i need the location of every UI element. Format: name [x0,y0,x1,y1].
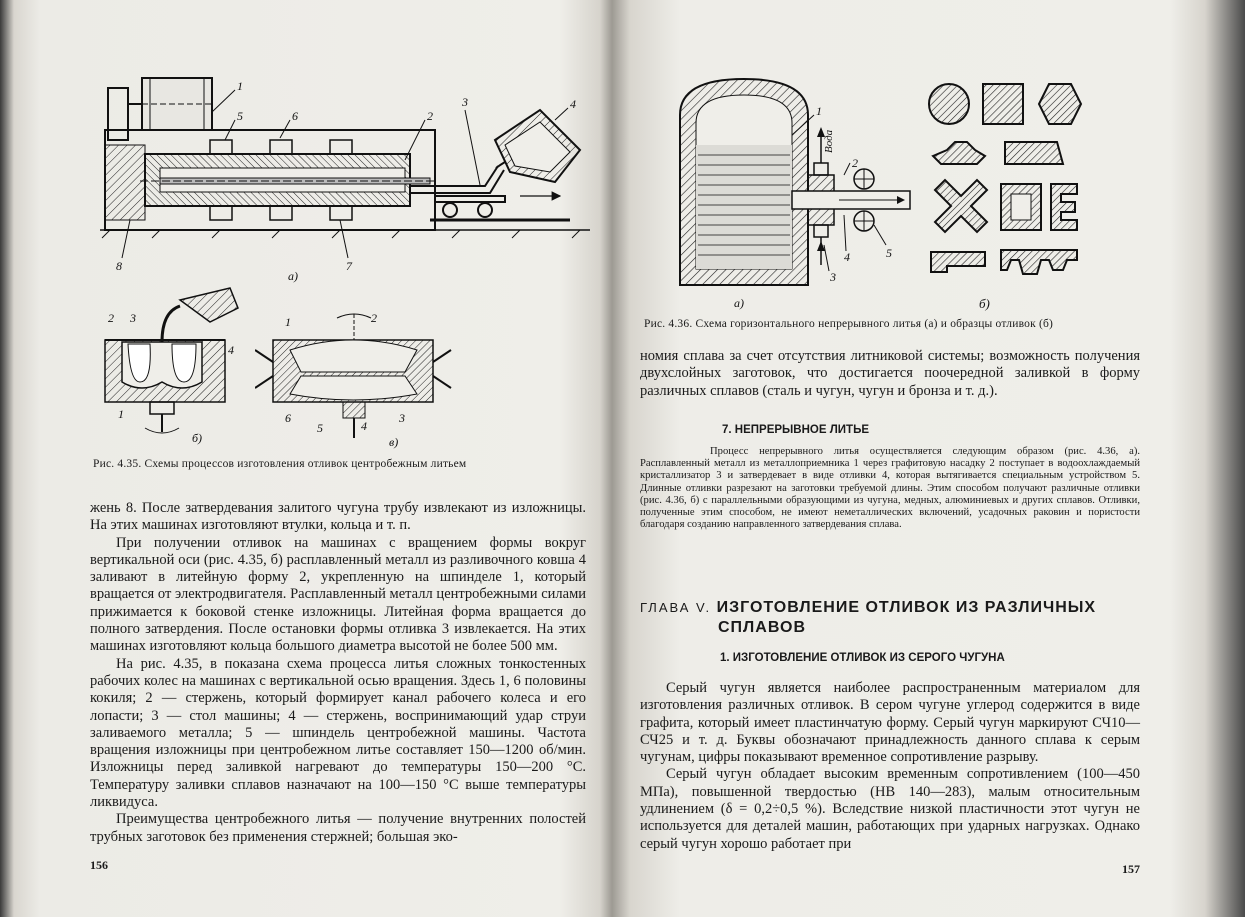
fig435a-label-8: 8 [116,259,122,273]
right-page [612,0,1245,917]
fig435a-label-1: 1 [237,79,243,93]
fig435a-sub: а) [288,269,298,283]
left-page-number: 156 [90,858,108,872]
fig435b-label-4: 4 [228,343,234,357]
fig435a-label-2: 2 [427,109,433,123]
right-paragraph-2: Серый чугун обладает высоким временным сопротивлением (100—450 МПа), повышенной твердостью (HB 140—283), малым относительным удлинением (δ = 0,2÷0,5 %). Вследствие низкой пластичности этот чугун не используется для деталей машин, работающих при ударных нагрузках. Однако серый чугун хорошо работает при [640,766,1140,852]
figure-4-36a [674,75,924,315]
fig436a-label-4: 4 [844,250,850,264]
section-1-title: 1. ИЗГОТОВЛЕНИЕ ОТЛИВОК ИЗ СЕРОГО ЧУГУНА [720,652,1005,664]
chapter-heading [640,599,1096,617]
fig436a-label-1: 1 [816,104,822,118]
right-body-text [640,680,1140,853]
left-paragraph-3: На рис. 4.35, в показана схема процесса литья сложных тонкостенных рабочих колес на машинах с вертикальной осью вращения. Здесь 1, 6 половины кокиля; 2 — стержень, который формирует канал рабочего колеса и его лопасти; 3 — стол машины; 4 — стержень, воспринимающий удар струи заливаемого металла; 5 — шпиндель центробежной машины. Частота вращения изложницы при центробежном литье составляет 150—1200 об/мин. Изложницы перед заливкой нагревают до температуры 150—200 °С. Температуру заливки сплавов назначают на 100—150 °С выше температуры ликвидуса. [90,655,586,811]
figure-4-36b [927,80,1097,312]
left-paragraph-2: При получении отливок на машинах с вращением формы вокруг вертикальной оси (рис. 4.35, б) расплавленный металл из разливочного ковша 4 заливают в литейную форму 2, укрепленную на шпинделе 1, который вращается от электродвигателя. Расплавленный металл центробежными силами прижимается к боковой стенке изложницы. Литейная форма вращается до полного затвердения. После остановки формы отливка 3 извлекается. На этих машинах изготовляют кольца большого диаметра высотой не более 500 мм. [90,534,586,655]
chapter-title-line-1: ИЗГОТОВЛЕНИЕ ОТЛИВОК ИЗ РАЗЛИЧНЫХ [716,599,1097,616]
fig435c-label-2: 2 [371,311,377,325]
figure-4-35a [100,70,600,285]
fig436b-sub: б) [979,296,990,311]
section-7-title: 7. НЕПРЕРЫВНОЕ ЛИТЬЕ [722,424,870,436]
fig435b-label-3: 3 [130,311,136,325]
fig435c-sub: в) [389,435,399,449]
fig435b-label-1: 1 [118,407,124,421]
fig435b-sub: б) [192,431,203,445]
figure-4-35b [100,282,250,447]
figure-4-35c [255,310,455,450]
fig435c-label-6: 6 [285,411,291,425]
fig435a-label-6: 6 [292,109,298,123]
figure-4-35-caption: Рис. 4.35. Схемы процессов изготовления отливок центробежным литьем [93,458,467,470]
fig435c-label-4: 4 [361,419,367,433]
fig436a-label-5: 5 [886,246,892,260]
chapter-prefix: ГЛАВА V. [640,600,712,615]
left-paragraph-4: Преимущества центробежного литья — получение внутренних полостей трубных заготовок без применения стержней; большая эко- [90,811,586,845]
right-top-paragraph [640,348,1140,400]
fig435b-label-2: 2 [108,311,114,325]
fig435c-label-3: 3 [399,411,405,425]
left-page [0,0,610,917]
fig435a-label-4: 4 [570,97,576,111]
fig436a-water-label: Вода [823,129,835,153]
fig436a-label-3: 3 [830,270,836,284]
fig435c-label-5: 5 [317,421,323,435]
fig436a-label-2: 2 [852,156,858,170]
right-paragraph-top: номия сплава за счет отсутствия литниковой системы; возможность получения двухслойных заготовок, что достигается поочередной заливкой в форму различных сплавов (сталь и чугун, чугун и бронза и т. д.). [640,348,1140,399]
fig435a-label-3: 3 [462,95,468,109]
figure-4-36-caption: Рис. 4.36. Схема горизонтального непрерывного литья (а) и образцы отливок (б) [644,318,1054,330]
section-7-paragraph: Процесс непрерывного литья осуществляется следующим образом (рис. 4.36, а). Расплавленный металл из металлоприемника 1 через графитовую насадку 2 поступает в водоохлаждаемый кристаллизатор 3 и затвердевает в виде отливки 4, которая вытягивается специальным устройством 5. Длинные отливки разрезают на заготовки требуемой длины. Этим способом получают различные отливки (рис. 4.36, б) с параллельными образующими из чугуна, медных, алюминиевых и других сплавов. Отливки, полученные этим способом, не имеют неметаллических включений, усадочных раковин и пористости благодаря созданию направленного затвердевания сплава. [640,446,1140,531]
fig435c-label-1: 1 [285,315,291,329]
right-paragraph-1: Серый чугун является наиболее распространенным материалом для изготовления различных отливок. В сером чугуне углерод содержится в виде графита, который имеет пластинчатую форму. Серый чугун маркируют СЧ10—СЧ25 и т. д. Буквы обозначают принадлежность данного сплава к серым чугунам, цифры показывают временное сопротивление разрыву. [640,680,1140,766]
fig436a-sub: а) [734,296,744,310]
chapter-title-line-2: СПЛАВОВ [718,619,806,636]
section-7-text [640,446,1140,531]
left-body-text [90,500,586,846]
fig435a-label-5: 5 [237,109,243,123]
right-page-number: 157 [1122,862,1140,876]
left-paragraph-1: жень 8. После затвердевания залитого чугуна трубу извлекают из изложницы. На этих машинах изготовляют втулки, кольца и т. п. [90,500,586,534]
fig435a-label-7: 7 [346,259,352,273]
